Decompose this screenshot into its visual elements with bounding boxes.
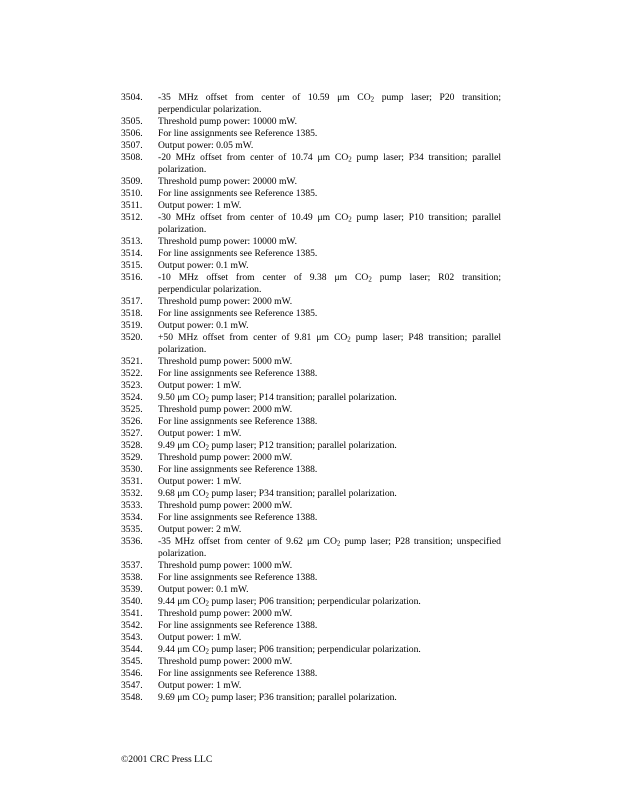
note-number: 3531. bbox=[121, 476, 143, 487]
note-number: 3524. bbox=[121, 392, 143, 403]
note-text bbox=[158, 488, 501, 500]
note-text-tail: pump laser; P20 transition; bbox=[374, 92, 501, 103]
note-text: Threshold pump power: 10000 mW. bbox=[158, 116, 298, 127]
note-text: Output power: 0.1 mW. bbox=[158, 260, 249, 271]
note-item bbox=[121, 596, 501, 608]
note-item bbox=[121, 572, 501, 584]
note-item bbox=[121, 608, 501, 620]
note-item bbox=[121, 260, 501, 272]
note-number: 3518. bbox=[121, 308, 143, 319]
note-number: 3508. bbox=[121, 152, 143, 163]
note-number: 3537. bbox=[121, 560, 143, 571]
subscript: 2 bbox=[348, 216, 352, 224]
subscript: 2 bbox=[368, 276, 372, 284]
note-text bbox=[158, 644, 501, 656]
subscript: 2 bbox=[205, 396, 209, 404]
note-number: 3512. bbox=[121, 212, 143, 223]
note-text bbox=[158, 596, 501, 608]
subscript: 2 bbox=[205, 600, 209, 608]
note-number: 3515. bbox=[121, 260, 143, 271]
note-text bbox=[158, 92, 501, 104]
note-text-lead: -35 MHz offset from center of 9.62 μm CO bbox=[158, 536, 337, 547]
note-text: For line assignments see Reference 1385. bbox=[158, 308, 318, 319]
note-item bbox=[121, 404, 501, 416]
note-item bbox=[121, 488, 501, 500]
note-continuation: polarization. bbox=[158, 164, 207, 175]
note-number: 3541. bbox=[121, 608, 143, 619]
note-continuation: polarization. bbox=[158, 224, 207, 235]
note-number: 3510. bbox=[121, 188, 143, 199]
note-item bbox=[121, 584, 501, 596]
note-number: 3547. bbox=[121, 680, 143, 691]
note-number: 3536. bbox=[121, 536, 143, 547]
note-item bbox=[121, 560, 501, 572]
note-text: For line assignments see Reference 1388. bbox=[158, 668, 318, 679]
note-text bbox=[158, 392, 501, 404]
note-number: 3521. bbox=[121, 356, 143, 367]
note-text: Output power: 0.05 mW. bbox=[158, 140, 254, 151]
subscript: 2 bbox=[348, 156, 352, 164]
note-number: 3532. bbox=[121, 488, 143, 499]
note-text bbox=[158, 212, 501, 224]
note-item bbox=[121, 392, 501, 404]
note-number: 3546. bbox=[121, 668, 143, 679]
note-number: 3506. bbox=[121, 128, 143, 139]
note-number: 3540. bbox=[121, 596, 143, 607]
note-item bbox=[121, 632, 501, 644]
note-item bbox=[121, 428, 501, 440]
note-item bbox=[121, 140, 501, 152]
note-item bbox=[121, 368, 501, 380]
note-continuation: polarization. bbox=[158, 548, 207, 559]
note-item bbox=[121, 644, 501, 656]
note-text: For line assignments see Reference 1388. bbox=[158, 512, 318, 523]
note-text-tail: pump laser; P06 transition; perpendicular polarization. bbox=[208, 644, 421, 655]
note-text-tail: pump laser; P12 transition; parallel polarization. bbox=[208, 440, 397, 451]
subscript: 2 bbox=[205, 444, 209, 452]
note-number: 3535. bbox=[121, 524, 143, 535]
note-item bbox=[121, 92, 501, 104]
note-number: 3534. bbox=[121, 512, 143, 523]
note-text-lead: -35 MHz offset from center of 10.59 μm CO bbox=[158, 92, 371, 103]
note-item bbox=[121, 380, 501, 392]
note-number: 3522. bbox=[121, 368, 143, 379]
note-text bbox=[158, 332, 501, 344]
note-text-lead: -10 MHz offset from center of 9.38 μm CO bbox=[158, 272, 369, 283]
note-text-lead: 9.69 μm CO bbox=[158, 692, 206, 703]
note-item bbox=[121, 476, 501, 488]
note-number: 3543. bbox=[121, 632, 143, 643]
note-number: 3526. bbox=[121, 416, 143, 427]
note-text-tail: pump laser; P34 transition; parallel bbox=[351, 152, 501, 163]
note-text-tail: pump laser; P10 transition; parallel bbox=[351, 212, 501, 223]
note-number: 3548. bbox=[121, 692, 143, 703]
note-number: 3513. bbox=[121, 236, 143, 247]
note-text: Output power: 1 mW. bbox=[158, 380, 242, 391]
note-text: Threshold pump power: 2000 mW. bbox=[158, 656, 293, 667]
note-continuation: perpendicular polarization. bbox=[158, 104, 262, 115]
note-text-tail: pump laser; P36 transition; parallel polarization. bbox=[208, 692, 397, 703]
note-item bbox=[121, 500, 501, 512]
note-text-lead: 9.49 μm CO bbox=[158, 440, 206, 451]
note-text-lead: +50 MHz offset from center of 9.81 μm CO bbox=[158, 332, 348, 343]
note-text: Threshold pump power: 2000 mW. bbox=[158, 296, 293, 307]
note-text-lead: 9.68 μm CO bbox=[158, 488, 206, 499]
copyright-footer: ©2001 CRC Press LLC bbox=[121, 754, 213, 765]
note-item bbox=[121, 536, 501, 548]
note-item bbox=[121, 236, 501, 248]
note-continuation: polarization. bbox=[158, 344, 207, 355]
note-item bbox=[121, 656, 501, 668]
note-number: 3509. bbox=[121, 176, 143, 187]
note-item bbox=[121, 320, 501, 332]
note-item bbox=[121, 200, 501, 212]
note-text: Output power: 2 mW. bbox=[158, 524, 242, 535]
note-item bbox=[121, 332, 501, 344]
note-number: 3516. bbox=[121, 272, 143, 283]
note-item bbox=[121, 176, 501, 188]
note-text-tail: pump laser; P28 transition; unspecified bbox=[340, 536, 501, 547]
note-text: Output power: 0.1 mW. bbox=[158, 584, 249, 595]
subscript: 2 bbox=[336, 540, 341, 548]
note-number: 3511. bbox=[121, 200, 143, 211]
note-text: Threshold pump power: 2000 mW. bbox=[158, 608, 293, 619]
subscript: 2 bbox=[347, 336, 351, 344]
note-text bbox=[158, 152, 501, 164]
note-number: 3545. bbox=[121, 656, 143, 667]
subscript: 2 bbox=[205, 492, 209, 500]
note-number: 3504. bbox=[121, 92, 143, 103]
note-text-lead: 9.44 μm CO bbox=[158, 644, 206, 655]
note-text: For line assignments see Reference 1385. bbox=[158, 188, 318, 199]
note-item bbox=[121, 308, 501, 320]
note-text-tail: pump laser; R02 transition; bbox=[371, 272, 501, 283]
note-item bbox=[121, 620, 501, 632]
note-item bbox=[121, 464, 501, 476]
note-text: For line assignments see Reference 1385. bbox=[158, 128, 318, 139]
subscript: 2 bbox=[205, 696, 209, 704]
note-number: 3519. bbox=[121, 320, 143, 331]
note-text: Threshold pump power: 2000 mW. bbox=[158, 404, 293, 415]
note-text bbox=[158, 440, 501, 452]
note-number: 3525. bbox=[121, 404, 143, 415]
note-item bbox=[121, 668, 501, 680]
note-text: Threshold pump power: 10000 mW. bbox=[158, 236, 298, 247]
note-number: 3533. bbox=[121, 500, 143, 511]
note-text: For line assignments see Reference 1388. bbox=[158, 368, 318, 379]
note-item bbox=[121, 440, 501, 452]
note-number: 3517. bbox=[121, 296, 143, 307]
note-continuation: perpendicular polarization. bbox=[158, 284, 262, 295]
note-item bbox=[121, 356, 501, 368]
note-number: 3530. bbox=[121, 464, 143, 475]
note-number: 3542. bbox=[121, 620, 143, 631]
note-text-lead: -30 MHz offset from center of 10.49 μm CO bbox=[158, 212, 349, 223]
note-number: 3520. bbox=[121, 332, 143, 343]
note-number: 3539. bbox=[121, 584, 143, 595]
note-number: 3544. bbox=[121, 644, 143, 655]
note-text: Output power: 1 mW. bbox=[158, 632, 242, 643]
note-text: For line assignments see Reference 1388. bbox=[158, 572, 318, 583]
note-item bbox=[121, 452, 501, 464]
note-text-tail: pump laser; P06 transition; perpendicular polarization. bbox=[208, 596, 421, 607]
note-text: Output power: 1 mW. bbox=[158, 476, 242, 487]
note-text bbox=[158, 692, 501, 704]
note-item bbox=[121, 296, 501, 308]
note-number: 3529. bbox=[121, 452, 143, 463]
note-text-tail: pump laser; P34 transition; parallel polarization. bbox=[208, 488, 397, 499]
note-text: Threshold pump power: 2000 mW. bbox=[158, 500, 293, 511]
note-item bbox=[121, 680, 501, 692]
note-text-lead: 9.50 μm CO bbox=[158, 392, 206, 403]
note-text: Output power: 0.1 mW. bbox=[158, 320, 249, 331]
note-item bbox=[121, 524, 501, 536]
note-item bbox=[121, 116, 501, 128]
note-item bbox=[121, 188, 501, 200]
note-number: 3528. bbox=[121, 440, 143, 451]
note-item bbox=[121, 212, 501, 224]
note-text: For line assignments see Reference 1388. bbox=[158, 464, 318, 475]
note-text: Output power: 1 mW. bbox=[158, 200, 242, 211]
note-text bbox=[158, 536, 501, 548]
note-number: 3507. bbox=[121, 140, 143, 151]
note-number: 3514. bbox=[121, 248, 143, 259]
note-text-lead: -20 MHz offset from center of 10.74 μm CO bbox=[158, 152, 349, 163]
note-text: Output power: 1 mW. bbox=[158, 428, 242, 439]
note-text: Threshold pump power: 1000 mW. bbox=[158, 560, 293, 571]
note-number: 3505. bbox=[121, 116, 143, 127]
note-number: 3523. bbox=[121, 380, 143, 391]
note-item bbox=[121, 416, 501, 428]
note-text: For line assignments see Reference 1388. bbox=[158, 416, 318, 427]
note-text bbox=[158, 272, 501, 284]
note-number: 3538. bbox=[121, 572, 143, 583]
note-item bbox=[121, 512, 501, 524]
note-number: 3527. bbox=[121, 428, 143, 439]
note-item bbox=[121, 128, 501, 140]
note-text: For line assignments see Reference 1388. bbox=[158, 620, 318, 631]
subscript: 2 bbox=[205, 648, 209, 656]
note-text: Threshold pump power: 5000 mW. bbox=[158, 356, 293, 367]
note-item bbox=[121, 692, 501, 704]
note-text-tail: pump laser; P48 transition; parallel bbox=[350, 332, 502, 343]
subscript: 2 bbox=[370, 96, 375, 104]
note-text: For line assignments see Reference 1385. bbox=[158, 248, 318, 259]
note-text: Output power: 1 mW. bbox=[158, 680, 242, 691]
note-text-tail: pump laser; P14 transition; parallel polarization. bbox=[208, 392, 397, 403]
note-item bbox=[121, 272, 501, 284]
note-text-lead: 9.44 μm CO bbox=[158, 596, 206, 607]
notes-list bbox=[121, 92, 501, 704]
note-item bbox=[121, 248, 501, 260]
note-text: Threshold pump power: 2000 mW. bbox=[158, 452, 293, 463]
note-item bbox=[121, 152, 501, 164]
note-text: Threshold pump power: 20000 mW. bbox=[158, 176, 298, 187]
